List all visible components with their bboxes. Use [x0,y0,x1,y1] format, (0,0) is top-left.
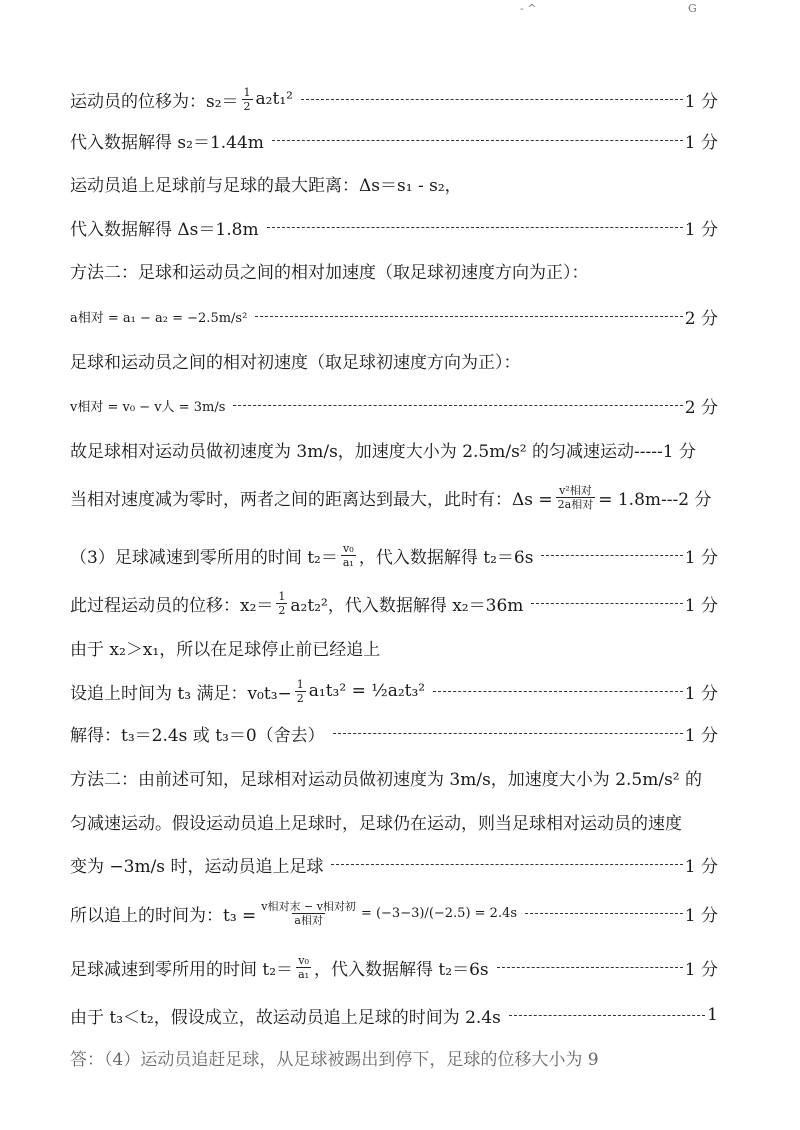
line-text: 方法二：由前述可知，足球相对运动员做初速度为 3m/s，加速度大小为 2.5m/s² 的 [70,769,703,790]
solution-line [70,390,718,420]
solution-line [70,718,718,748]
line-text: 由于 x₂＞x₁，所以在足球停止前已经追上 [70,639,381,660]
line-text: a₂t₂²，代入数据解得 x₂＝36m [290,595,524,616]
dash-leader [301,99,683,100]
line-text: 运动员的位移为：s₂＝ [70,91,239,112]
score-label: 1 分 [684,683,718,704]
line-text: = (−3−3)/(−2.5) = 2.4s [360,905,518,921]
score-label: 1 分 [684,91,718,112]
line-text: 由于 t₃＜t₂，假设成立，故运动员追上足球的时间为 2.4s [70,1007,501,1028]
line-text: 足球减速到零所用的时间 t₂＝ [70,959,294,980]
solution-line [70,632,718,662]
line-text: 答：（4）运动员追赶足球，从足球被踢出到停下，足球的位移大小为 9 [70,1049,599,1070]
line-text: a₁t₃² = ½a₂t₃² [308,681,426,701]
score-label: 1 分 [684,595,718,616]
line-text: 代入数据解得 s₂＝1.44m [70,132,264,153]
line-text: 运动员追上足球前与足球的最大距离：Δs＝s₁ - s₂， [70,175,462,196]
solution-line [70,849,718,879]
solution-line [70,168,718,198]
line-text: = 1.8m---2 分 [598,489,712,510]
solution-line [70,806,718,836]
line-text: 解得：t₃＝2.4s 或 t₃＝0（舍去） [70,725,325,746]
score-label: 1 分 [684,219,718,240]
line-text: 所以追上的时间为：t₃ = [70,905,257,926]
fraction: $\frac{1}{2}$ [243,85,251,113]
score-label: 2 分 [684,308,718,329]
score-label: 1 分 [684,132,718,153]
solution-line [70,345,718,375]
solution-line [70,482,718,512]
formula-text: a相对 = a₁ − a₂ = −2.5m/s² [70,310,248,326]
fraction: $\frac{\text{v相对末 − v相对初}}{\text{a相对}}$ [261,899,356,927]
solution-line [70,676,718,706]
dash-leader [509,1015,705,1016]
dash-leader [531,603,682,604]
dash-leader [233,405,682,406]
line-text: 当相对速度减为零时，两者之间的距离达到最大，此时有：Δs = [70,489,553,510]
solution-line [70,588,718,618]
score-label: 2 分 [684,397,718,418]
line-text: （3）足球减速到零所用的时间 t₂＝ [70,547,338,568]
solution-line [70,762,718,792]
solution-line [70,84,718,114]
score-label: 1 分 [684,725,718,746]
fraction: $\frac{\text{v₀}}{\text{a₁}}$ [342,541,354,569]
line-text: ，代入数据解得 t₂＝6s [358,547,534,568]
fraction: $\frac{\text{v₀}}{\text{a₁}}$ [298,953,310,981]
line-text: 匀减速运动。假设运动员追上足球时，足球仍在运动，则当足球相对运动员的速度 [70,813,682,834]
line-text: 此过程运动员的位移：x₂＝ [70,595,274,616]
dash-leader [331,864,682,865]
solution-line [70,952,718,982]
solution-line [70,255,718,285]
line-text: a₂t₁² [255,89,293,109]
fraction: $\frac{1}{2}$ [296,677,304,705]
line-text: 设追上时间为 t₃ 满足：v₀t₃− [70,683,292,704]
solution-line [70,1000,718,1030]
score-label: 1 [707,1005,718,1025]
score-label: 1 分 [684,905,718,926]
formula-text: v相对 = v₀ − v人 = 3m/s [70,399,226,415]
fraction: $\frac{\text{v²相对}}{\text{2a相对}}$ [557,483,594,511]
score-label: 1 分 [684,547,718,568]
dash-leader [433,691,683,692]
line-text: 足球和运动员之间的相对初速度（取足球初速度方向为正）： [70,352,521,373]
line-text: 故足球相对运动员做初速度为 3m/s，加速度大小为 2.5m/s² 的匀减速运动-----1 分 [70,441,696,462]
solution-line [70,301,718,331]
score-label: 1 分 [684,856,718,877]
dash-leader [525,913,683,914]
solution-line [70,898,718,928]
dash-leader [267,227,683,228]
line-text: 变为 −3m/s 时，运动员追上足球 [70,856,324,877]
dash-leader [255,316,682,317]
corner-mark-left: - ^ [520,2,537,15]
line-text: ，代入数据解得 t₂＝6s [314,959,489,980]
dash-leader [541,555,682,556]
solution-line [70,125,718,155]
corner-mark-right: G [688,2,697,15]
dash-leader [272,140,683,141]
line-text: 代入数据解得 Δs＝1.8m [70,219,259,240]
solution-line [70,434,718,464]
score-label: 1 分 [684,959,718,980]
solution-line [70,212,718,242]
dash-leader [333,733,683,734]
fraction: $\frac{1}{2}$ [278,589,286,617]
solution-line [70,1042,718,1072]
dash-leader [497,967,683,968]
line-text: 方法二：足球和运动员之间的相对加速度（取足球初速度方向为正）： [70,262,589,283]
solution-line [70,540,718,570]
